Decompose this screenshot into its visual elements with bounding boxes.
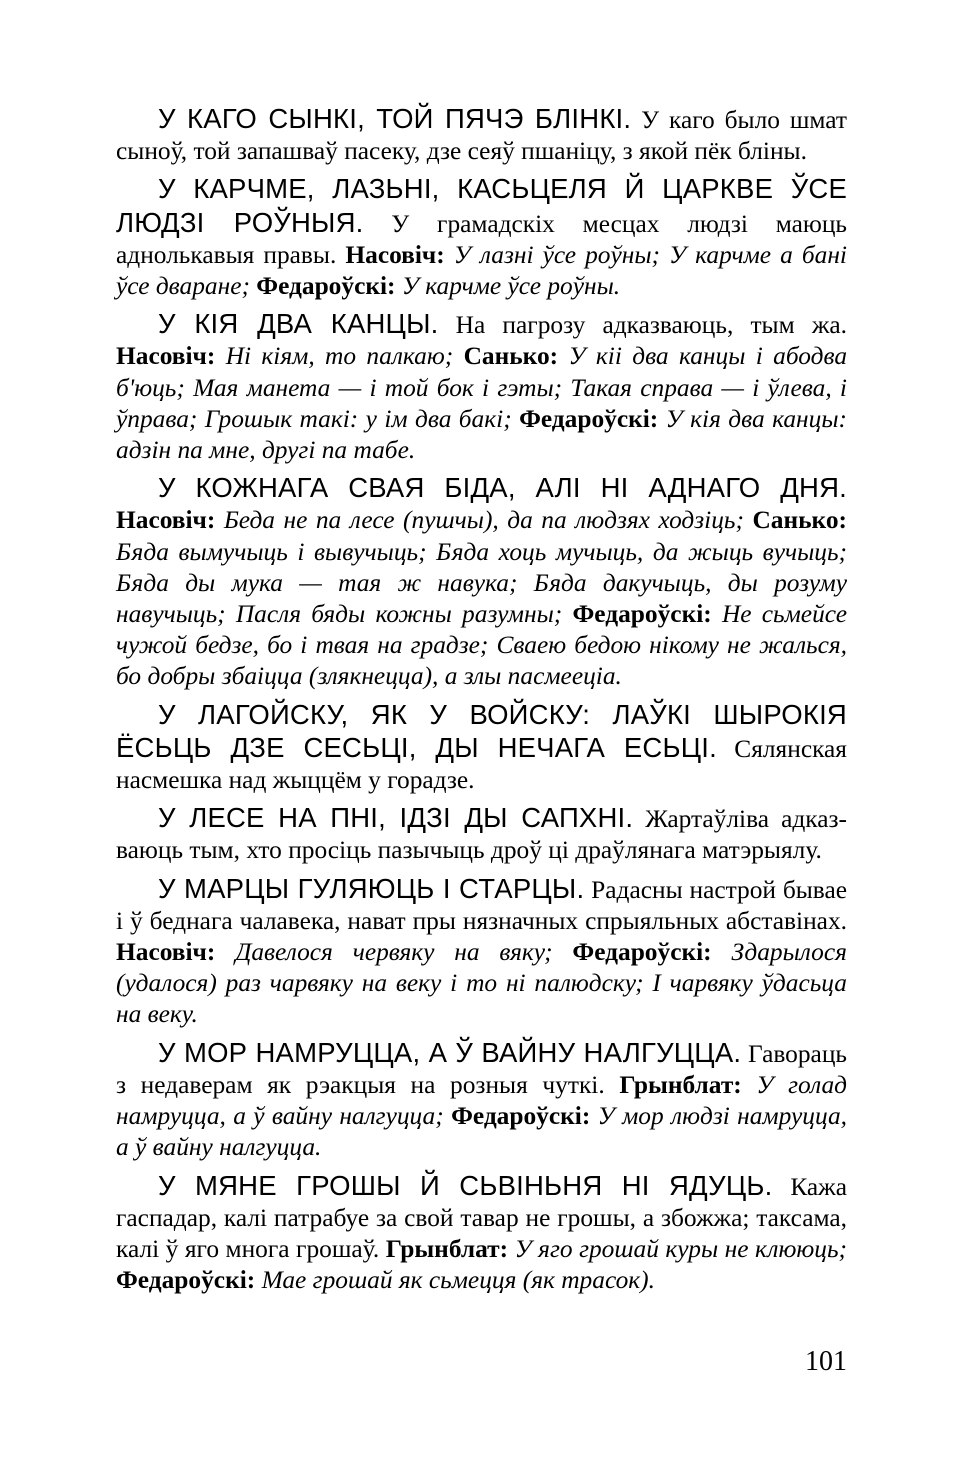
source-name: Федароўскі: — [116, 1266, 256, 1295]
entry-heading: У КОЖНАГА СВАЯ БІДА, АЛІ НІ АДНАГО ДНЯ. — [158, 472, 847, 504]
source-quote: Мае грошай як сьмецця (як трасок). — [261, 1266, 655, 1295]
entry-explanation: Жартаўліва адказваюць тым, хто просіць пазычыць дроў ці драўлянага матэрыялу. — [116, 805, 847, 865]
source-name: Грынблат: — [619, 1070, 742, 1099]
entry-u-lese-na-pni — [116, 802, 847, 866]
entry-heading: У ЛЕСЕ НА ПНІ, ІДЗІ ДЫ САПХНІ. — [158, 802, 634, 834]
entry-explanation: Сялянская насмешка над жыццём у горадзе. — [116, 734, 847, 795]
page-text-column — [116, 103, 847, 1302]
entry-heading: У КІЯ ДВА КАНЦЫ. — [158, 308, 439, 340]
entry-u-lagoysku — [116, 699, 847, 797]
entry-u-kozhnaga — [116, 472, 847, 692]
source-quote: У карчме ўсе роўны. — [401, 272, 621, 301]
entry-u-mor — [116, 1037, 847, 1164]
source-quote: У голад намруцца, а ў вайну налгуцца; — [116, 1070, 848, 1131]
source-name: Насовіч: — [345, 240, 445, 269]
source-quote: Давелося червяку на вяку; — [235, 938, 553, 967]
entry-explanation: На пагрозу адказваюць, тым жа. — [455, 311, 847, 340]
entry-explanation: Радасны настрой бывае і ў беднага чалавека, нават пры нязначных спрыяльных абставінах. — [116, 875, 847, 935]
source-quote: Беда не па лесе (пушчы), да па людзях ходзіць; — [223, 506, 744, 535]
source-name: Федароўскі: — [519, 404, 659, 433]
source-quote: У яго грошай куры не клююць; — [514, 1234, 847, 1263]
entry-explanation: Гавораць з недаверам як рэакцыя на розныя чуткі. — [116, 1039, 847, 1099]
source-name: Санько: — [752, 506, 847, 535]
entry-explanation: У грамадскіх месцах людзі маюць аднолькавыя правы. — [116, 209, 847, 269]
source-name: Насовіч: — [116, 938, 216, 967]
source-name: Федароўскі: — [572, 938, 712, 967]
entry-u-kiya-dva-kantsy — [116, 308, 847, 466]
source-name: Федароўскі: — [572, 600, 712, 629]
entry-explanation: У каго было шмат сыноў, той запашваў пасеку, дзе сеяў пшаніцу, з якой пёк бліны. — [116, 106, 847, 166]
source-name: Санько: — [463, 342, 559, 371]
source-name: Федароўскі: — [451, 1102, 591, 1131]
source-quote: У мор людзі намруцца, а ў вайну налгуцца. — [116, 1102, 848, 1162]
source-quote: Здарылося (удалося) раз чарвяку на веку і то ні палюдску; І чарвяку ўдасьца на веку. — [116, 938, 847, 1029]
entry-heading: У МОР НАМРУЦЦА, А Ў ВАЙНУ НАЛГУЦЦА. — [158, 1036, 742, 1068]
entry-u-kago-synki — [116, 103, 847, 167]
source-quote: У лазні ўсе роўны; У карчме а бані ўсе дваране; — [116, 240, 847, 301]
entry-u-karchme — [116, 173, 847, 302]
entry-explanation: Кажа гаспадар, калі патрабуе за свой тавар не грошы, а збожжа; таксама, калі ў яго многа грошаў. — [116, 1172, 847, 1263]
entry-heading: У МАРЦЫ ГУЛЯЮЦЬ І СТАРЦЫ. — [158, 872, 585, 904]
entry-heading: У МЯНЕ ГРОШЫ Й СЬВІНЬНЯ НІ ЯДУЦЬ. — [158, 1169, 773, 1201]
entry-heading: У ЛАГОЙСКУ, ЯК У ВОЙСКУ: ЛАЎКІ ШЫРОКІЯ ЁСЬЦЬ ДЗЕ СЕСЬЦІ, ДЫ НЕЧАГА ЕСЬЦІ. — [116, 698, 847, 763]
source-quote: У кія два канцы: адзін па мне, другі па табе. — [116, 404, 847, 465]
source-name: Грынблат: — [385, 1234, 509, 1263]
source-quote: У кіі два канцы і абодва б'юць; Мая манета — і той бок і гэты; Такая справа — і ўлева, і ўправа; Грошык такі: у ім два бакі; — [116, 342, 848, 433]
page-number: 101 — [805, 1346, 847, 1377]
entry-u-martsy — [116, 873, 847, 1031]
source-name: Насовіч: — [116, 342, 216, 371]
source-quote: Бяда вымучыць і вывучыць; Бяда хоць мучыць, да жыць вучыць; Бяда ды мука — тая ж навука; Бяда дакучыць, ды розуму навучыць; Пасля бяды кожны разумны; — [116, 537, 847, 629]
source-quote: Ні кіям, то палкаю; — [225, 342, 454, 371]
entry-heading: У КАГО СЫНКІ, ТОЙ ПЯЧЭ БЛІНКІ. — [158, 103, 632, 134]
entry-u-myane-groshy — [116, 1170, 847, 1297]
source-name: Федароўскі: — [256, 272, 396, 301]
source-name: Насовіч: — [116, 506, 216, 535]
source-quote: Не сьмейсе чужой бедзе, бо і твая на градзе; Сваею бедою нікому не жалься, бо добры збаіцца (злякнецца), а злы пасмееціа. — [116, 600, 847, 691]
entry-heading: У КАРЧМЕ, ЛАЗЬНІ, КАСЬЦЕЛЯ Й ЦАРКВЕ ЎСЕ ЛЮДЗІ РОЎНЫЯ. — [116, 173, 847, 238]
